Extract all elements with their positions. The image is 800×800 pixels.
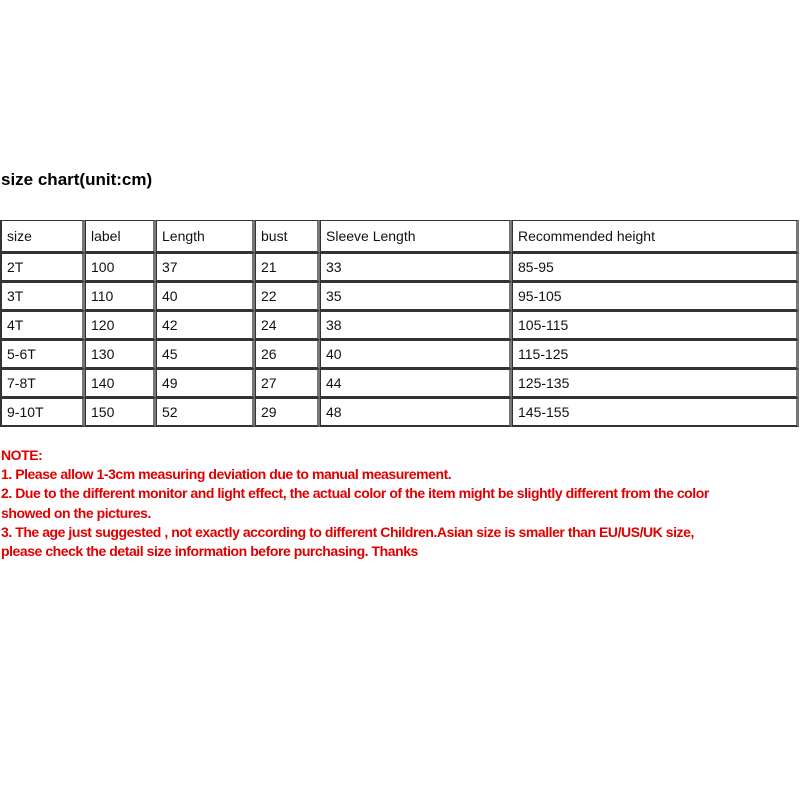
header-cell: label <box>85 220 156 253</box>
table-row <box>0 253 799 282</box>
table-cell: 120 <box>85 311 156 340</box>
table-cell: 150 <box>85 398 156 427</box>
table-cell: 29 <box>255 398 320 427</box>
table-cell: 5-6T <box>0 340 85 369</box>
note-block <box>1 446 709 561</box>
table-cell: 130 <box>85 340 156 369</box>
table-cell: 42 <box>156 311 255 340</box>
table-cell: 110 <box>85 282 156 311</box>
table-cell: 37 <box>156 253 255 282</box>
page-title: size chart(unit:cm) <box>1 170 153 189</box>
table-cell: 140 <box>85 369 156 398</box>
header-cell: Recommended height <box>512 220 799 253</box>
header-cell: Length <box>156 220 255 253</box>
table-row <box>0 369 799 398</box>
table-cell: 85-95 <box>512 253 799 282</box>
note-heading: NOTE: <box>1 447 43 463</box>
table-cell: 115-125 <box>512 340 799 369</box>
table-cell: 24 <box>255 311 320 340</box>
table-row <box>0 398 799 427</box>
table-cell: 35 <box>320 282 512 311</box>
header-cell: size <box>0 220 85 253</box>
table-cell: 44 <box>320 369 512 398</box>
table-cell: 33 <box>320 253 512 282</box>
table-cell: 145-155 <box>512 398 799 427</box>
table-cell: 26 <box>255 340 320 369</box>
size-table <box>0 220 799 427</box>
table-cell: 21 <box>255 253 320 282</box>
note-line: showed on the pictures. <box>1 504 151 521</box>
table-cell: 9-10T <box>0 398 85 427</box>
note-line: please check the detail size information before purchasing. Thanks <box>1 542 418 559</box>
table-cell: 52 <box>156 398 255 427</box>
table-row <box>0 282 799 311</box>
table-cell: 7-8T <box>0 369 85 398</box>
table-cell: 40 <box>156 282 255 311</box>
table-row <box>0 340 799 369</box>
table-cell: 38 <box>320 311 512 340</box>
table-cell: 40 <box>320 340 512 369</box>
header-cell: Sleeve Length <box>320 220 512 253</box>
table-cell: 22 <box>255 282 320 311</box>
table-cell: 105-115 <box>512 311 799 340</box>
header-cell: bust <box>255 220 320 253</box>
table-cell: 125-135 <box>512 369 799 398</box>
table-cell: 3T <box>0 282 85 311</box>
note-line: 3. The age just suggested , not exactly according to different Children.Asian size is smaller than EU/US/UK size, <box>1 523 694 540</box>
table-cell: 100 <box>85 253 156 282</box>
table-cell: 48 <box>320 398 512 427</box>
table-cell: 49 <box>156 369 255 398</box>
table-cell: 27 <box>255 369 320 398</box>
note-line: 1. Please allow 1-3cm measuring deviation due to manual measurement. <box>1 466 452 483</box>
table-cell: 2T <box>0 253 85 282</box>
note-line: 2. Due to the different monitor and light effect, the actual color of the item might be slightly different from the color <box>1 485 709 502</box>
table-cell: 45 <box>156 340 255 369</box>
header-row <box>0 220 799 253</box>
table-row <box>0 311 799 340</box>
table-cell: 4T <box>0 311 85 340</box>
table-cell: 95-105 <box>512 282 799 311</box>
